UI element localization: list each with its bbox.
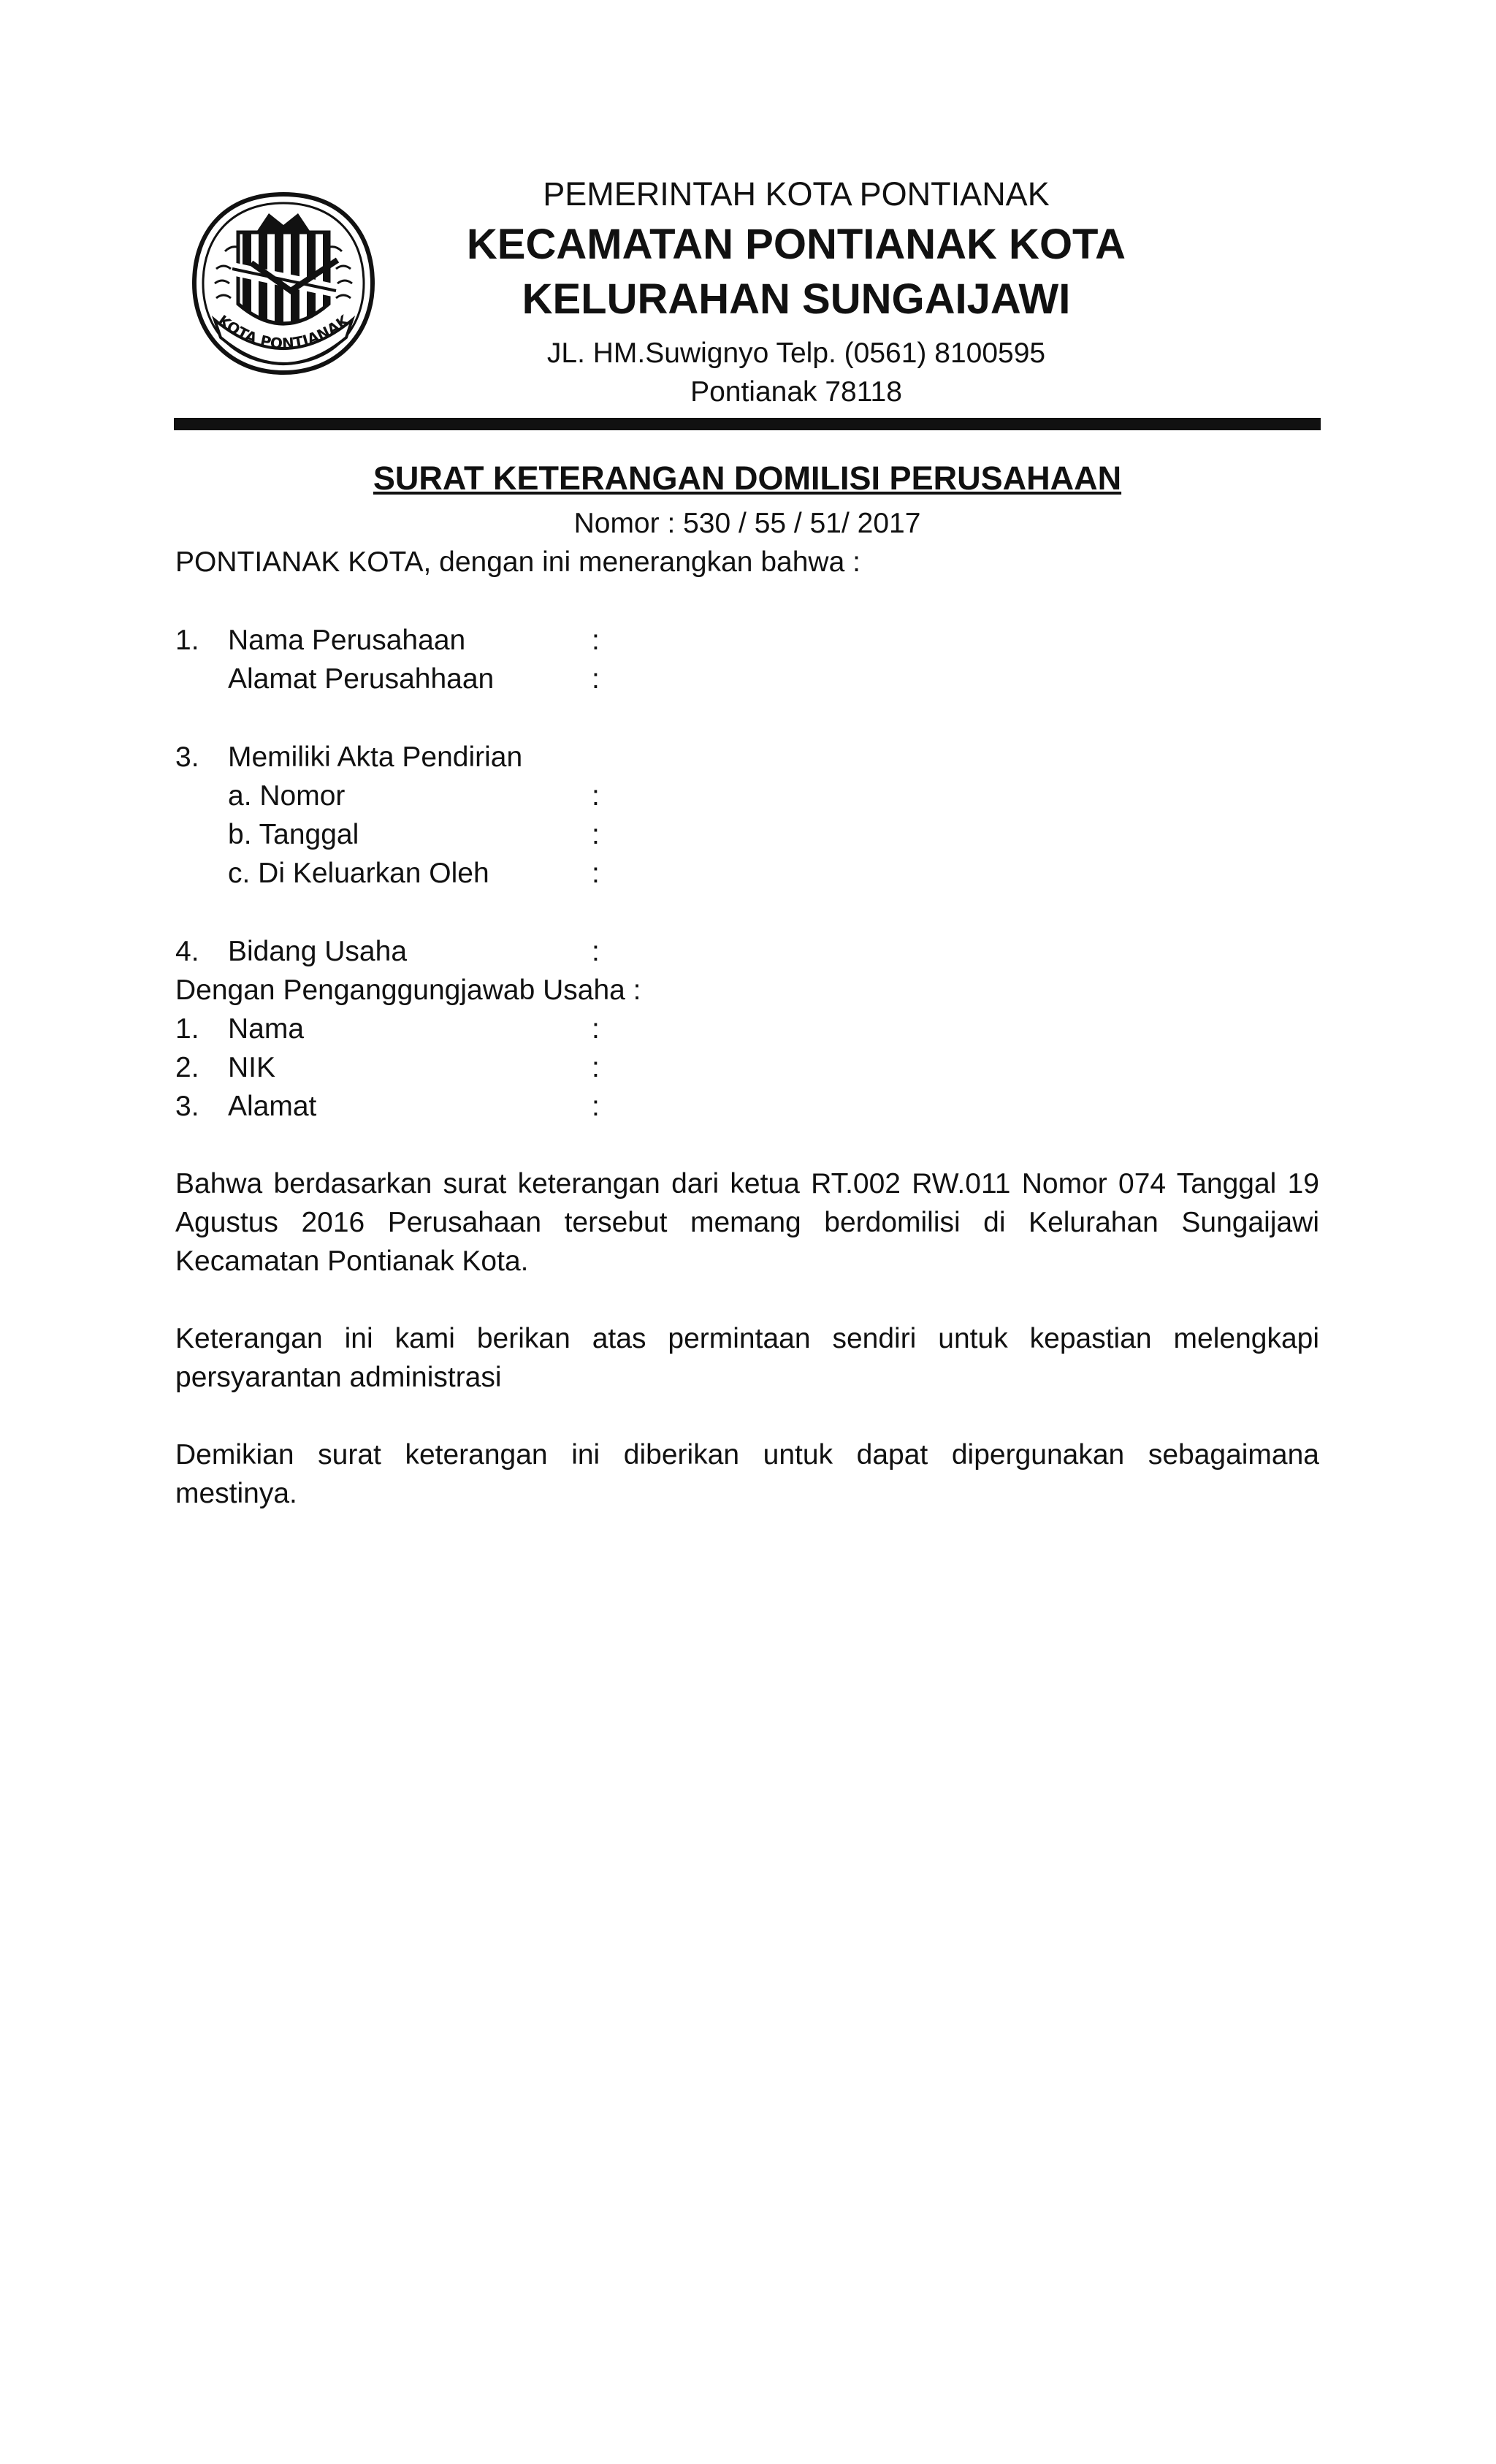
field-label-deed: Memiliki Akta Pendirian [228,741,523,773]
field-number: 3. [175,741,199,773]
field-colon: : [592,819,600,850]
field-label-company-name: Nama Perusahaan [228,625,466,656]
letterhead-divider [174,418,1321,430]
field-label-company-address: Alamat Perusahhaan [228,663,495,695]
district-name: KECAMATAN PONTIANAK KOTA [466,221,1126,268]
field-number: 3. [175,1091,199,1122]
field-number: 1. [175,625,199,656]
field-colon: : [592,1091,600,1122]
field-number: 4. [175,936,199,967]
field-colon: : [592,858,600,889]
city-emblem-logo [181,181,386,386]
office-city: Pontianak 78118 [690,376,902,408]
field-colon: : [592,663,600,695]
responsible-heading: Dengan Penganggungjawab Usaha : [175,974,641,1006]
intro-statement: PONTIANAK KOTA, dengan ini menerangkan bahwa : [175,546,860,578]
field-label-nik: NIK [228,1052,276,1083]
document-number: Nomor : 530 / 55 / 51/ 2017 [573,508,921,539]
field-colon: : [592,625,600,656]
field-label-deed-issuer: c. Di Keluarkan Oleh [228,858,489,889]
field-label-deed-date: b. Tanggal [228,819,359,850]
field-number: 1. [175,1013,199,1045]
village-name: KELURAHAN SUNGAIJAWI [522,275,1071,323]
emblem-ribbon-text: KOTA PONTIANAK [214,311,353,353]
closing-paragraph: Demikian surat keterangan ini diberikan untuk dapat dipergunakan sebagaimana mestinya. [175,1439,1319,1509]
document-title: SURAT KETERANGAN DOMILISI PERUSAHAAN [373,459,1122,497]
field-colon: : [592,780,600,812]
purpose-paragraph: Keterangan ini kami berikan atas permintaan sendiri untuk kepastian melengkapi persyarantan administrasi [175,1323,1319,1393]
office-address: JL. HM.Suwignyo Telp. (0561) 8100595 [546,337,1046,369]
field-label-name: Nama [228,1013,305,1045]
government-name: PEMERINTAH KOTA PONTIANAK [543,175,1050,213]
field-colon: : [592,1052,600,1083]
field-number: 2. [175,1052,199,1083]
field-label-business-field: Bidang Usaha [228,936,408,967]
field-colon: : [592,1013,600,1045]
field-label-deed-number: a. Nomor [228,780,346,812]
field-colon: : [592,936,600,967]
domicile-statement-paragraph: Bahwa berdasarkan surat keterangan dari ketua RT.002 RW.011 Nomor 074 Tanggal 19 Agustus 2016 Perusahaan tersebut memang berdomilisi di Kelurahan Sungaijawi Kecamatan Pontianak Kota. [175,1168,1319,1277]
field-label-address: Alamat [228,1091,317,1122]
